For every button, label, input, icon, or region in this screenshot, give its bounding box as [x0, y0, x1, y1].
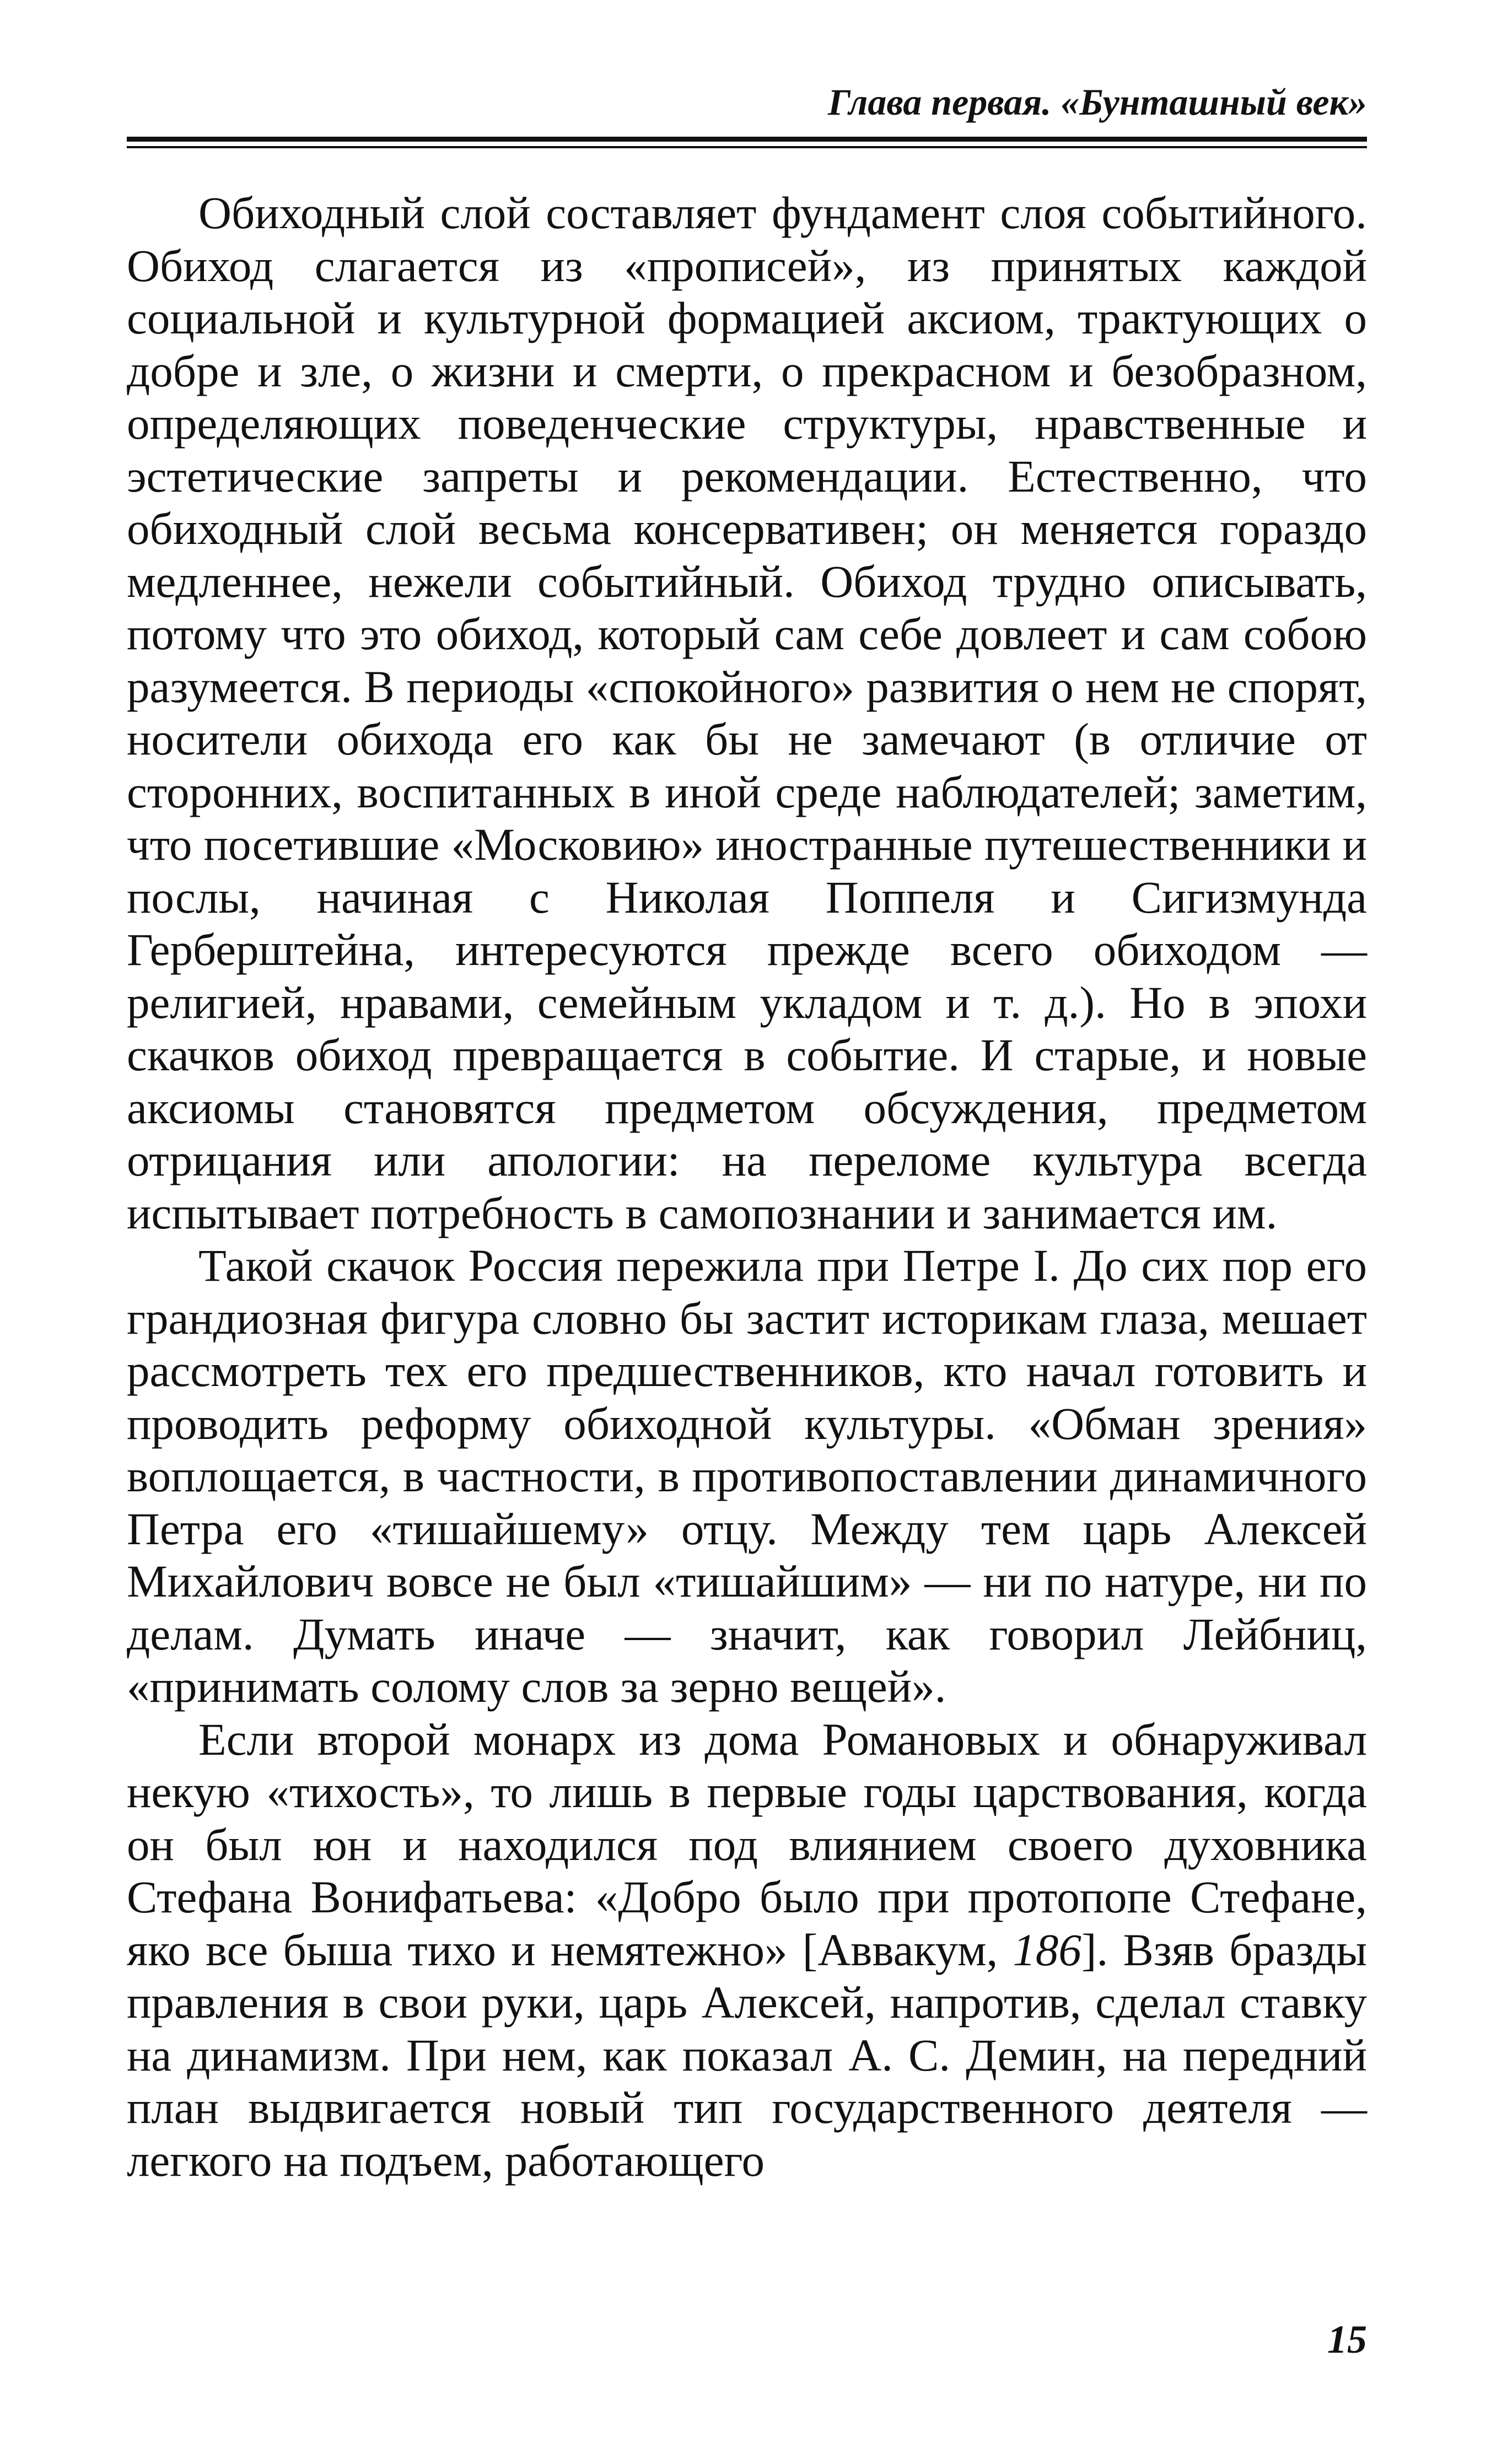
header-rule-thick [127, 137, 1367, 142]
body-text [127, 187, 1367, 2187]
citation-page-number: 186 [1013, 1924, 1081, 1975]
header-rule [127, 137, 1367, 148]
paragraph-3-text-before: Если второй монарх из дома Романовых и обнаруживал некую «тихость», то лишь в первые годы царствования, когда он был юн и находился под влиянием своего духовника Стефана Вонифатьева: «Добро было при протопопе Стефане, яко все быша тихо и немятежно» [Аввакум, [127, 1713, 1367, 1975]
running-head: Глава первая. «Бунташный век» [828, 81, 1367, 123]
paragraph-2: Такой скачок Россия пережила при Петре I. До сих пор его грандиозная фигура словно бы застит историкам глаза, мешает рассмотреть тех его предшественников, кто начал готовить и проводить реформу обиходной культуры. «Обман зрения» воплощается, в частности, в противопоставлении динамичного Петра его «тишайшему» отцу. Между тем царь Алексей Михайлович вовсе не был «тишайшим» — ни по натуре, ни по делам. Думать иначе — значит, как говорил Лейбниц, «принимать солому слов за зерно вещей». [127, 1240, 1367, 1712]
paragraph-3-text-after: ]. Взяв бразды правления в свои руки, царь Алексей, напротив, сделал ставку на динамизм. При нем, как показал А. С. Демин, на передний план выдвигается новый тип государственного деятеля — легкого на подъем, работающего [127, 1924, 1367, 2186]
book-page [127, 77, 1367, 2392]
paragraph-3 [127, 1713, 1367, 2187]
header-rule-thin [127, 146, 1367, 148]
page-number: 15 [1327, 2317, 1367, 2361]
paragraph-1: Обиходный слой составляет фундамент слоя событийного. Обиход слагается из «прописей», из принятых каждой социальной и культурной формацией аксиом, трактующих о добре и зле, о жизни и смерти, о прекрасном и безобразном, определяющих поведенческие структуры, нравственные и эстетические запреты и рекомендации. Естественно, что обиходный слой весьма консервативен; он меняется гораздо медленнее, нежели событийный. Обиход трудно описывать, потому что это обиход, который сам себе довлеет и сам собою разумеется. В периоды «спокойного» развития о нем не спорят, носители обихода его как бы не замечают (в отличие от сторонних, воспитанных в иной среде наблюдателей; заметим, что посетившие «Московию» иностранные путешественники и послы, начиная с Николая Поппеля и Сигизмунда Герберштейна, интересуются прежде всего обиходом — религией, нравами, семейным укладом и т. д.). Но в эпохи скачков обиход превращается в событие. И старые, и новые аксиомы становятся предметом обсуждения, предметом отрицания или апологии: на переломе культура всегда испытывает потребность в самопознании и занимается им. [127, 187, 1367, 1238]
